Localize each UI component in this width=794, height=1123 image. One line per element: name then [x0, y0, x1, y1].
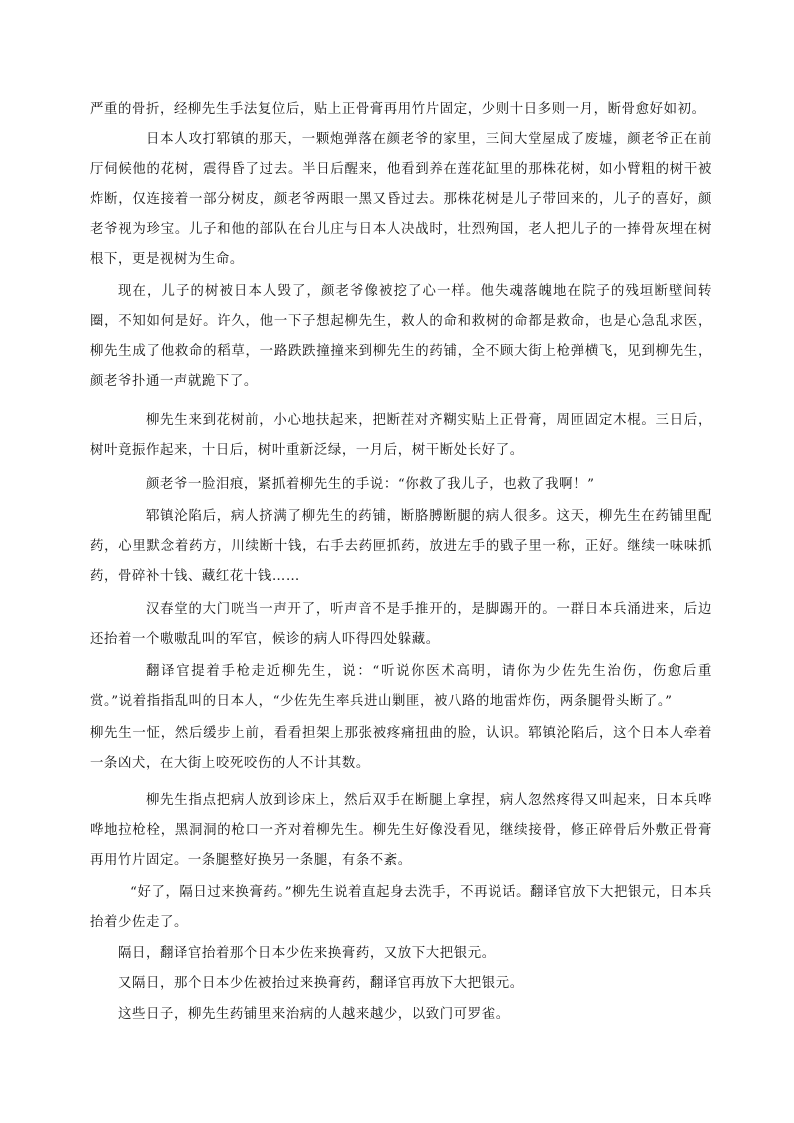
- paragraph-4: 柳先生来到花树前，小心地扶起来，把断茬对齐糊实贴上正骨膏，周匝固定木棍。三日后，树叶竟振作起来，十日后，树叶重新泛绿，一月后，树干断处长好了。: [90, 413, 712, 458]
- paragraph-10: 柳先生指点把病人放到诊床上，然后双手在断腿上拿捏，病人忽然疼得又叫起来，日本兵哗哗地拉枪栓，黑洞洞的枪口一齐对着柳先生。柳先生好像没看见，继续接骨，修正碎骨后外敷正骨膏再用竹片固定。一条腿整好换另一条腿，有条不紊。: [90, 793, 712, 868]
- paragraph-5: 颜老爷一脸泪痕，紧抓着柳先生的手说：“你救了我儿子，也救了我啊！”: [146, 477, 595, 492]
- paragraph-14: 这些日子，柳先生药铺里来治病的人越来越少，以致门可罗雀。: [118, 1007, 510, 1022]
- paragraph-13: 又隔日，那个日本少佐被抬过来换膏药，翻译官再放下大把银元。: [118, 976, 524, 991]
- paragraph-12: 隔日，翻译官抬着那个日本少佐来换膏药，又放下大把银元。: [118, 946, 496, 961]
- paragraph-2: 日本人攻打郓镇的那天，一颗炮弹落在颜老爷的家里，三间大堂屋成了废墟，颜老爷正在前厅伺候他的花树，震得昏了过去。半日后醒来，他看到养在莲花缸里的那株花树，如小臂粗的树干被炸断，仅连接着一部分树皮，颜老爷两眼一黑又昏过去。那株花树是儿子带回来的，儿子的喜好，颜老爷视为珍宝。儿子和他的部队在台儿庄与日本人决战时，壮烈殉国，老人把儿子的一捧骨灰埋在树根下，更是视树为生命。: [90, 132, 712, 267]
- paragraph-6: 郓镇沦陷后，病人挤满了柳先生的药铺，断胳膊断腿的病人很多。这天，柳先生在药铺里配药，心里默念着药方，川续断十钱，右手去药匣抓药，放进左手的戥子里一称，正好。继续一味味抓药，骨碎补十钱、藏红花十钱……: [90, 509, 712, 584]
- paragraph-3: 现在，儿子的树被日本人毁了，颜老爷像被挖了心一样。他失魂落魄地在院子的残垣断壁间转圈，不知如何是好。许久，他一下子想起柳先生，救人的命和救树的命都是救命，也是心急乱求医，柳先生成了他救命的稻草，一路跌跌撞撞来到柳先生的药铺，全不顾大街上枪弹横飞，见到柳先生，颜老爷扑通一声就跪下了。: [90, 284, 712, 389]
- paragraph-8: 翻译官提着手枪走近柳先生，说：“听说你医术高明，请你为少佐先生治伤，伤愈后重赏。”说着指指乱叫的日本人，“少佐先生率兵进山剿匪，被八路的地雷炸伤，两条腿骨头断了。”: [90, 664, 712, 709]
- paragraph-11: “好了，隔日过来换膏药。”柳先生说着直起身去洗手，不再说话。翻译官放下大把银元，日本兵抬着少佐走了。: [90, 885, 712, 930]
- paragraph-7: 汉春堂的大门咣当一声开了，听声音不是手推开的，是脚踢开的。一群日本兵涌进来，后边还抬着一个嗷嗷乱叫的军官，候诊的病人吓得四处躲藏。: [90, 602, 712, 647]
- paragraph-1: 严重的骨折，经柳先生手法复位后，贴上正骨膏再用竹片固定，少则十日多则一月，断骨愈好如初。: [90, 102, 706, 117]
- paragraph-9: 柳先生一怔，然后缓步上前，看看担架上那张被疼痛扭曲的脸，认识。郓镇沦陷后，这个日本人牵着一条凶犬，在大街上咬死咬伤的人不计其数。: [90, 726, 712, 771]
